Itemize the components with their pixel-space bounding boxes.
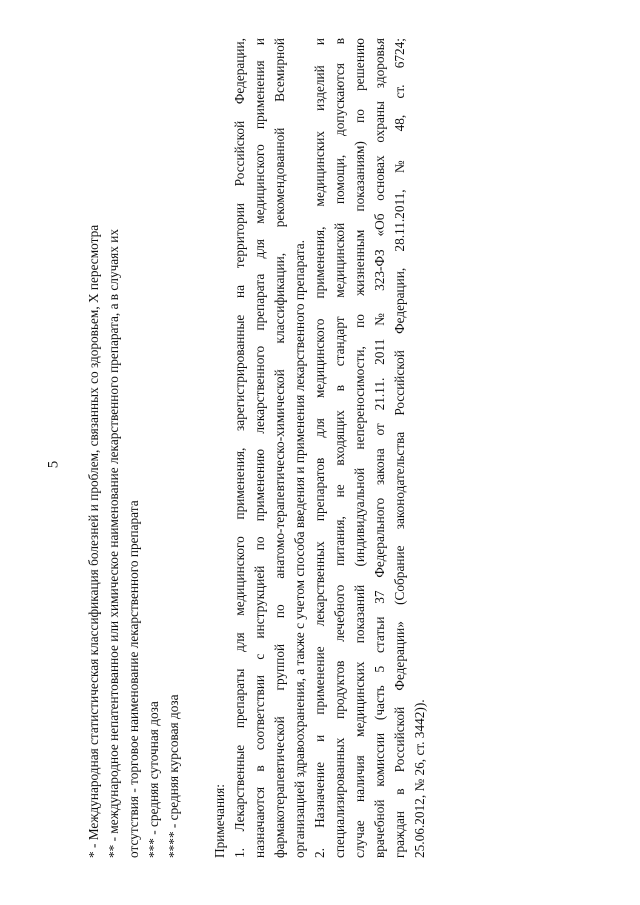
notes-heading: Примечания: xyxy=(212,784,227,858)
notes-line: 2. Назначение и применение лекарственных препаратов для медицинского применения, медицинских изделий и xyxy=(312,38,327,858)
notes-line: назначаются в соответствии с инструкцией по применению лекарственного препарата для медицинского применения и xyxy=(252,38,267,858)
page-number: 5 xyxy=(45,460,62,469)
notes-line: врачебной комиссии (часть 5 статьи 37 Федерального закона от 21.11. 2011 № 323-ФЗ «Об основах охраны здоровья xyxy=(372,38,387,858)
footnote-line: * - Международная статистическая классификация болезней и проблем, связанных со здоровьем, Х пересмотра xyxy=(86,224,101,858)
notes-line: граждан в Российской Федерации» (Собрание законодательства Российской Федерации, 28.11.2011, № 48, ст. 6724; xyxy=(392,38,407,858)
notes-line: специализированных продуктов лечебного питания, не входящих в стандарт медицинской помощи, допускаются в xyxy=(332,38,347,858)
notes-line: организацией здравоохранения, а также с учетом способа введения и применения лекарственного препарата. xyxy=(292,240,307,858)
footnote-line: **** - средняя курсовая доза xyxy=(166,694,181,858)
footnotes xyxy=(84,38,184,858)
notes-line: 25.06.2012, № 26, ст. 3442)). xyxy=(412,699,427,858)
footnote-line: *** - средняя суточная доза xyxy=(146,701,161,858)
footnote-line: отсутствия - торговое наименование лекарственного препарата xyxy=(126,500,141,858)
notes-line: 1. Лекарственные препараты для медицинского применения, зарегистрированные на территории Российской Федерации, xyxy=(232,38,247,858)
notes-line: случае наличия медицинских показаний (индивидуальной непереносимости, по жизненным показаниям) по решению xyxy=(352,38,367,858)
notes-section xyxy=(210,38,430,858)
notes-line: фармакотерапевтической группой по анатомо-терапевтическо-химической классификации, рекомендованной Всемирной xyxy=(272,38,287,858)
footnote-line: ** - международное непатентованное или химическое наименование лекарственного препарата, а в случаях их xyxy=(106,228,121,858)
